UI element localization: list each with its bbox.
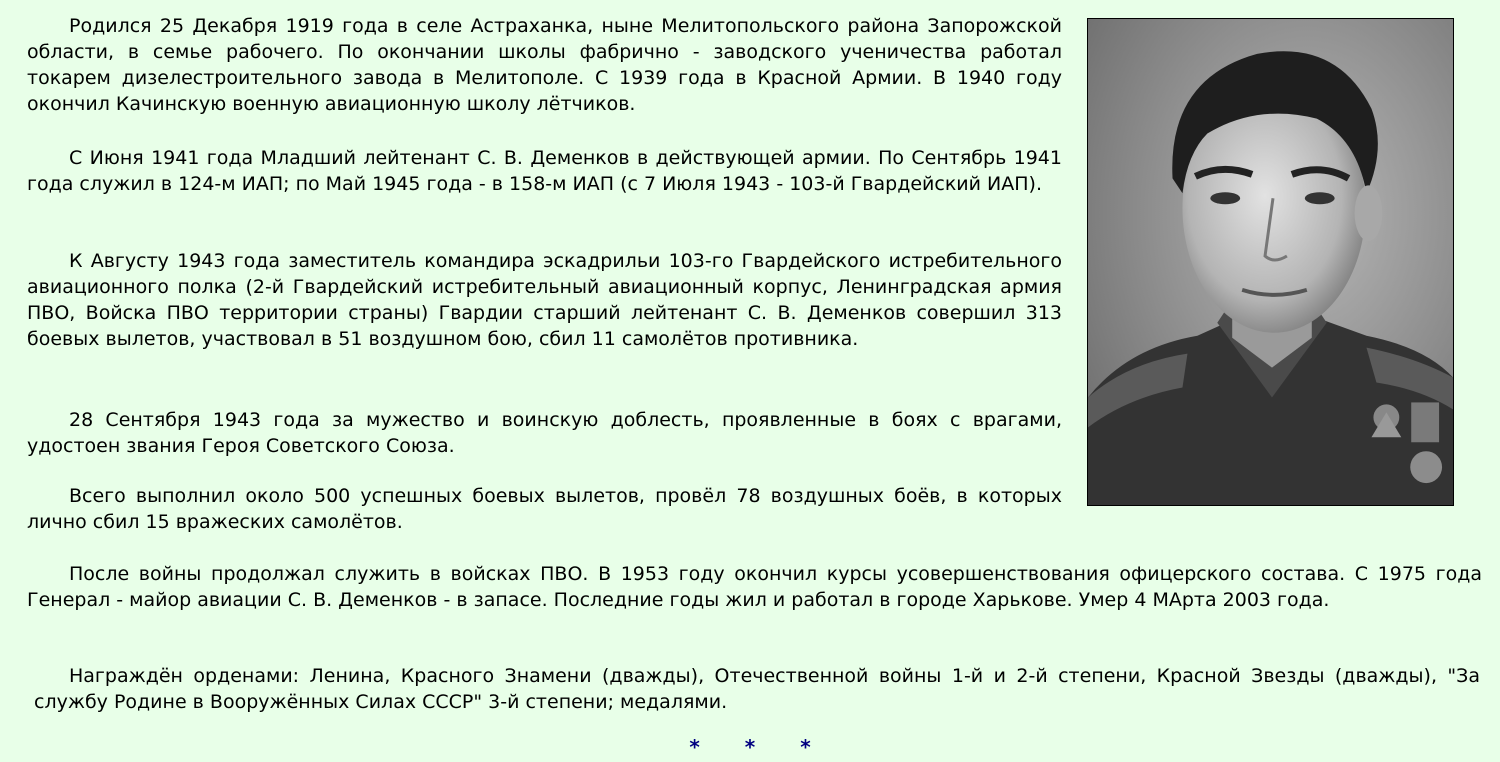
biography-paragraph-sorties: К Августу 1943 года заместитель командира эскадрильи 103-го Гвардейского истребительного авиационного полка (2-й Гвардейский истребительный авиационный корпус, Ленинградская армия ПВО, Войска ПВО территории страны) Гвардии старший лейтенант С. В. Деменков совершил 313 боевых вылетов, участвовал в 51 воздушном бою, сбил 11 самолётов противника.	[27, 250, 1062, 350]
biography-paragraph-awards: Награждён орденами: Ленина, Красного Знамени (дважды), Отечественной войны 1-й и 2-й степени, Красной Звезды (дважды), "За службу Родине в Вооружённых Силах СССР" 3-й степени; медалями.	[34, 665, 1480, 713]
portrait-icon	[1088, 19, 1453, 505]
section-separator	[0, 734, 1500, 760]
biography-paragraph-service: С Июня 1941 года Младший лейтенант С. В. Деменков в действующей армии. По Сентябрь 1941 года служил в 124-м ИАП; по Май 1945 года - в 158-м ИАП (с 7 Июля 1943 - 103-й Гвардейский ИАП).	[27, 147, 1062, 195]
biography-paragraph-total-sorties: Всего выполнил около 500 успешных боевых вылетов, провёл 78 воздушных боёв, в которых лично сбил 15 вражеских самолётов.	[27, 485, 1062, 533]
portrait-photo	[1087, 18, 1454, 506]
separator-star: *	[744, 735, 756, 759]
biography-paragraph-birth: Родился 25 Декабря 1919 года в селе Астраханка, ныне Мелитопольского района Запорожской области, в семье рабочего. По окончании школы фабрично - заводского ученичества работал токарем дизелестроительного завода в Мелитополе. С 1939 года в Красной Армии. В 1940 году окончил Качинскую военную авиационную школу лётчиков.	[27, 15, 1062, 115]
separator-star: *	[800, 735, 811, 759]
biography-paragraph-postwar: После войны продолжал служить в войсках ПВО. В 1953 году окончил курсы усовершенствования офицерского состава. С 1975 года Генерал - майор авиации С. В. Деменков - в запасе. Последние годы жил и работал в городе Харькове. Умер 4 МАрта 2003 года.	[27, 563, 1482, 611]
biography-paragraph-hero-title: 28 Сентября 1943 года за мужество и воинскую доблесть, проявленные в боях с врагами, удостоен звания Героя Советского Союза.	[27, 409, 1062, 457]
separator-star: *	[689, 735, 700, 759]
